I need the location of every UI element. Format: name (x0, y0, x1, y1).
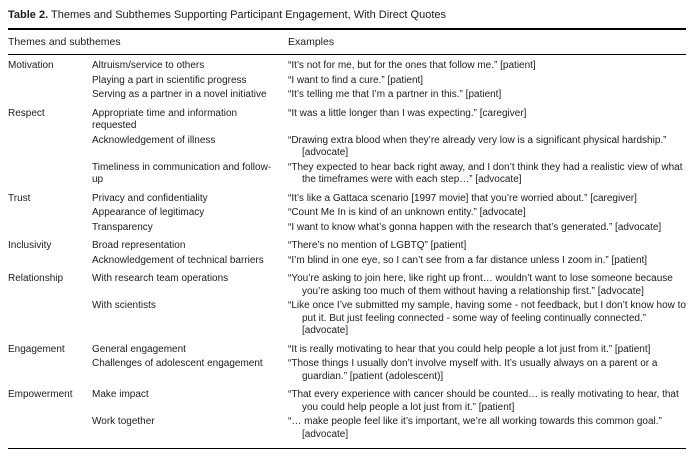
example-quote: “Those things I usually don’t involve myself with. It’s usually always on a parent or a guardian.” [patient (adolescent)] (288, 358, 658, 382)
example-quote: “I’m blind in one eye, so I can’t see from a far distance unless I zoom in.” [patient] (288, 254, 648, 266)
example-quote: “You’re asking to join here, like right up front… wouldn’t want to lose someone because you’re asking too much of them without having a relationship first.” [advocate] (288, 273, 673, 297)
theme-cell (8, 358, 86, 383)
table-row (8, 415, 686, 442)
subtheme-label: With research team operations (92, 273, 229, 284)
table-row (8, 103, 686, 134)
theme-label: Engagement (8, 343, 65, 355)
example-quote: “It’s like a Gattaca scenario [1997 movie] that you’re worried about.” [caregiver] (288, 192, 637, 204)
example-quote: “It was a little longer than I was expecting.” [caregiver] (288, 107, 527, 119)
table-row (8, 357, 686, 384)
table-row (8, 299, 686, 339)
example-quote: “It is really motivating to hear that you could help people a lot just from it.” [patient] (288, 343, 651, 355)
theme-cell (8, 222, 86, 235)
example-quote: “It’s not for me, but for the ones that follow me.” [patient] (288, 60, 536, 71)
example-quote: “… make people feel like it’s important, we’re all working towards this common goal.” [advocate] (288, 416, 662, 440)
theme-cell (8, 207, 86, 220)
subtheme-label: Challenges of adolescent engagement (92, 358, 263, 369)
table-row (8, 384, 686, 415)
table-header-row (8, 30, 686, 55)
theme-label: Trust (8, 192, 31, 204)
table-row (8, 88, 686, 103)
example-quote: “It’s telling me that I’m a partner in this.” [patient] (288, 89, 502, 100)
theme-label: Empowerment (8, 389, 73, 400)
subtheme-label: Playing a part in scientific progress (92, 74, 247, 86)
subtheme-label: Altruism/service to others (92, 60, 205, 71)
example-quote: “I want to know what’s gonna happen with the research that’s generated.” [advocate] (288, 221, 662, 233)
table-row (8, 221, 686, 236)
subtheme-label: Timeliness in communication and follow-up (92, 161, 272, 185)
subtheme-label: With scientists (92, 300, 156, 311)
table-number-label: Table 2. (8, 9, 49, 21)
example-quote: “They expected to hear back right away, and I don’t think they had a realistic view of what the timeframes were with each step…” [advocate] (288, 161, 683, 185)
subtheme-label: Acknowledgement of technical barriers (92, 254, 264, 266)
table-row (8, 74, 686, 89)
theme-cell (8, 89, 86, 102)
table-row (8, 134, 686, 161)
theme-cell (8, 416, 86, 441)
theme-cell (8, 162, 86, 187)
table-title (8, 8, 686, 22)
theme-label: Relationship (8, 273, 64, 284)
theme-cell (8, 255, 86, 268)
subtheme-label: General engagement (92, 343, 186, 355)
table-row (8, 206, 686, 221)
table-bottom-rule (8, 448, 686, 449)
example-quote: “There’s no mention of LGBTQ” [patient] (288, 240, 467, 251)
subtheme-label: Privacy and confidentiality (92, 192, 208, 204)
subtheme-label: Work together (92, 416, 155, 427)
table-body (8, 55, 686, 442)
table-row (8, 161, 686, 188)
theme-cell (8, 75, 86, 88)
column-header-examples: Examples (288, 36, 335, 48)
example-quote: “Count Me In is kind of an unknown entity.” [advocate] (288, 207, 526, 218)
table-row (8, 58, 686, 74)
table-title-text: Themes and Subthemes Supporting Participant Engagement, With Direct Quotes (51, 9, 447, 21)
table-row (8, 268, 686, 299)
table-row (8, 188, 686, 207)
subtheme-label: Appropriate time and information requested (92, 107, 238, 131)
table-row (8, 254, 686, 269)
subtheme-label: Appearance of legitimacy (92, 207, 205, 218)
example-quote: “I want to find a cure.” [patient] (288, 74, 424, 86)
subtheme-label: Serving as a partner in a novel initiative (92, 89, 267, 100)
subtheme-label: Broad representation (92, 240, 186, 251)
theme-label: Motivation (8, 60, 54, 71)
subtheme-label: Acknowledgement of illness (92, 134, 216, 146)
subtheme-label: Transparency (92, 221, 153, 233)
theme-cell (8, 135, 86, 160)
theme-label: Inclusivity (8, 240, 52, 251)
table-row (8, 339, 686, 358)
table-row (8, 235, 686, 254)
example-quote: “Drawing extra blood when they’re already very low is a significant physical hardship.” [advocate] (288, 134, 667, 158)
example-quote: “That every experience with cancer should be counted… is really motivating to hear, that you could help people a lot just from it.” [patient] (288, 389, 679, 413)
column-header-themes-subthemes: Themes and subthemes (8, 36, 121, 48)
theme-label: Respect (8, 107, 45, 119)
theme-cell (8, 300, 86, 338)
subtheme-label: Make impact (92, 389, 149, 400)
example-quote: “Like once I’ve submitted my sample, having some - not feedback, but I don’t know how to put it. But just feeling connected - some way of feeling continually connected.” [advocate] (288, 300, 686, 336)
